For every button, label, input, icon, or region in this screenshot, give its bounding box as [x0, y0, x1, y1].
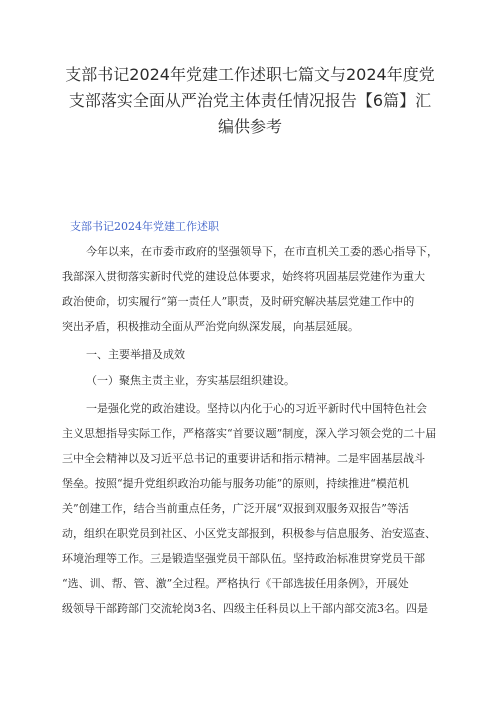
paragraph-line: 环境治理等工作。三是锻造坚强党员干部队伍。坚持政治标准贯穿党员干部 [62, 552, 425, 565]
paragraph-line: 堡垒。按照“提升党组织政治功能与服务功能”的原则，持续推进“模范机 [62, 477, 409, 490]
section-subheading: 一、主要举措及成效 [86, 348, 185, 361]
paragraph-line: 关”创建工作，结合当前重点任务，广泛开展“双报到双服务双报告”等活 [62, 502, 409, 515]
paragraph-line: 我部深入贯彻落实新时代党的建设总体要求，始终将巩固基层党建作为重大 [62, 270, 425, 283]
paragraph-line: 三中全会精神以及习近平总书记的重要讲话和指示精神。二是牢固基层战斗 [62, 452, 425, 465]
paragraph-line: 动，组织在职党员到社区、小区党支部报到，积极参与信息服务、治安巡查、 [62, 527, 436, 540]
document-title-line-3: 编供参考 [217, 117, 282, 136]
paragraph-line: 级领导干部跨部门交流轮岗3名、四级主任科员以上干部内部交流3名。四是 [62, 602, 428, 615]
paragraph-line: 政治使命，切实履行“第一责任人”职责，及时研究解决基层党建工作中的 [62, 295, 415, 308]
section-subheading: （一）聚焦主责主业，夯实基层组织建设。 [86, 374, 295, 387]
paragraph-line: 突出矛盾，积极推动全面从严治党向纵深发展，向基层延展。 [62, 320, 359, 333]
paragraph-line: 主义思想指导实际工作，严格落实“首要议题”制度，深入学习领会党的二十届 [62, 427, 437, 440]
paragraph-line: 今年以来，在市委市政府的坚强领导下，在市直机关工委的悉心指导下， [86, 245, 438, 258]
document-title-line-2: 支部落实全面从严治党主体责任情况报告【6篇】汇 [68, 91, 432, 110]
paragraph-line: 一是强化党的政治建设。坚持以内化于心的习近平新时代中国特色社会 [86, 402, 427, 415]
section-heading: 支部书记2024年党建工作述职 [70, 220, 219, 233]
document-title-line-1: 支部书记2024年党建工作述职七篇文与2024年度党 [65, 65, 435, 84]
paragraph-line: “选、训、帮、管、激”全过程。严格执行《干部选拔任用条例》，开展处 [62, 577, 409, 590]
